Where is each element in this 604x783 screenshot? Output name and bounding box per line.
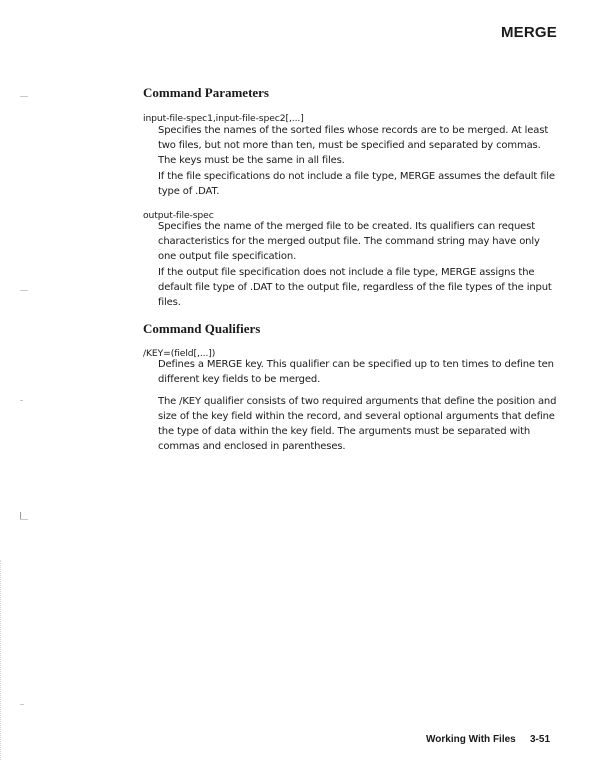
command-qualifiers-heading: Command Qualifiers xyxy=(143,321,261,336)
output-file-spec-term: output-file-spec xyxy=(143,210,214,221)
margin-mark xyxy=(20,290,28,291)
input-file-spec-term: input-file-spec1,input-file-spec2[,...] xyxy=(143,113,304,124)
input-file-spec-default-type: If the file specifications do not include a file type, MERGE assumes the default file type of .DAT. xyxy=(158,171,555,197)
margin-mark xyxy=(20,704,24,705)
margin-mark xyxy=(20,400,23,401)
input-file-spec-description: Specifies the names of the sorted files whose records are to be merged. At least two files, but not more than ten, must be specified and separated by commas. The keys must be the same in all files. xyxy=(158,125,549,166)
margin-mark xyxy=(20,519,28,520)
scan-edge xyxy=(0,560,3,760)
running-head-title: MERGE xyxy=(500,24,557,41)
output-file-spec-default-type: If the output file specification does not include a file type, MERGE assigns the default file type of .DAT to the output file, regardless of the file types of the input files. xyxy=(158,267,552,308)
footer-section-title: Working With Files xyxy=(426,734,516,745)
margin-mark xyxy=(20,96,28,97)
key-qualifier-description: Defines a MERGE key. This qualifier can be specified up to ten times to define ten different key fields to be merged. xyxy=(158,359,554,385)
output-file-spec-description: Specifies the name of the merged file to be created. Its qualifiers can request characteristics for the merged output file. The command string may have only one output file specification. xyxy=(158,221,540,262)
key-qualifier-arguments: The /KEY qualifier consists of two required arguments that define the position and size of the key field within the record, and several optional arguments that define the type of data within the key field. The arguments must be separated with commas and enclosed in parentheses. xyxy=(158,396,557,452)
command-parameters-heading: Command Parameters xyxy=(143,85,269,100)
footer-page-number: 3-51 xyxy=(530,734,551,745)
key-qualifier-term: /KEY=(field[,...]) xyxy=(143,348,216,359)
